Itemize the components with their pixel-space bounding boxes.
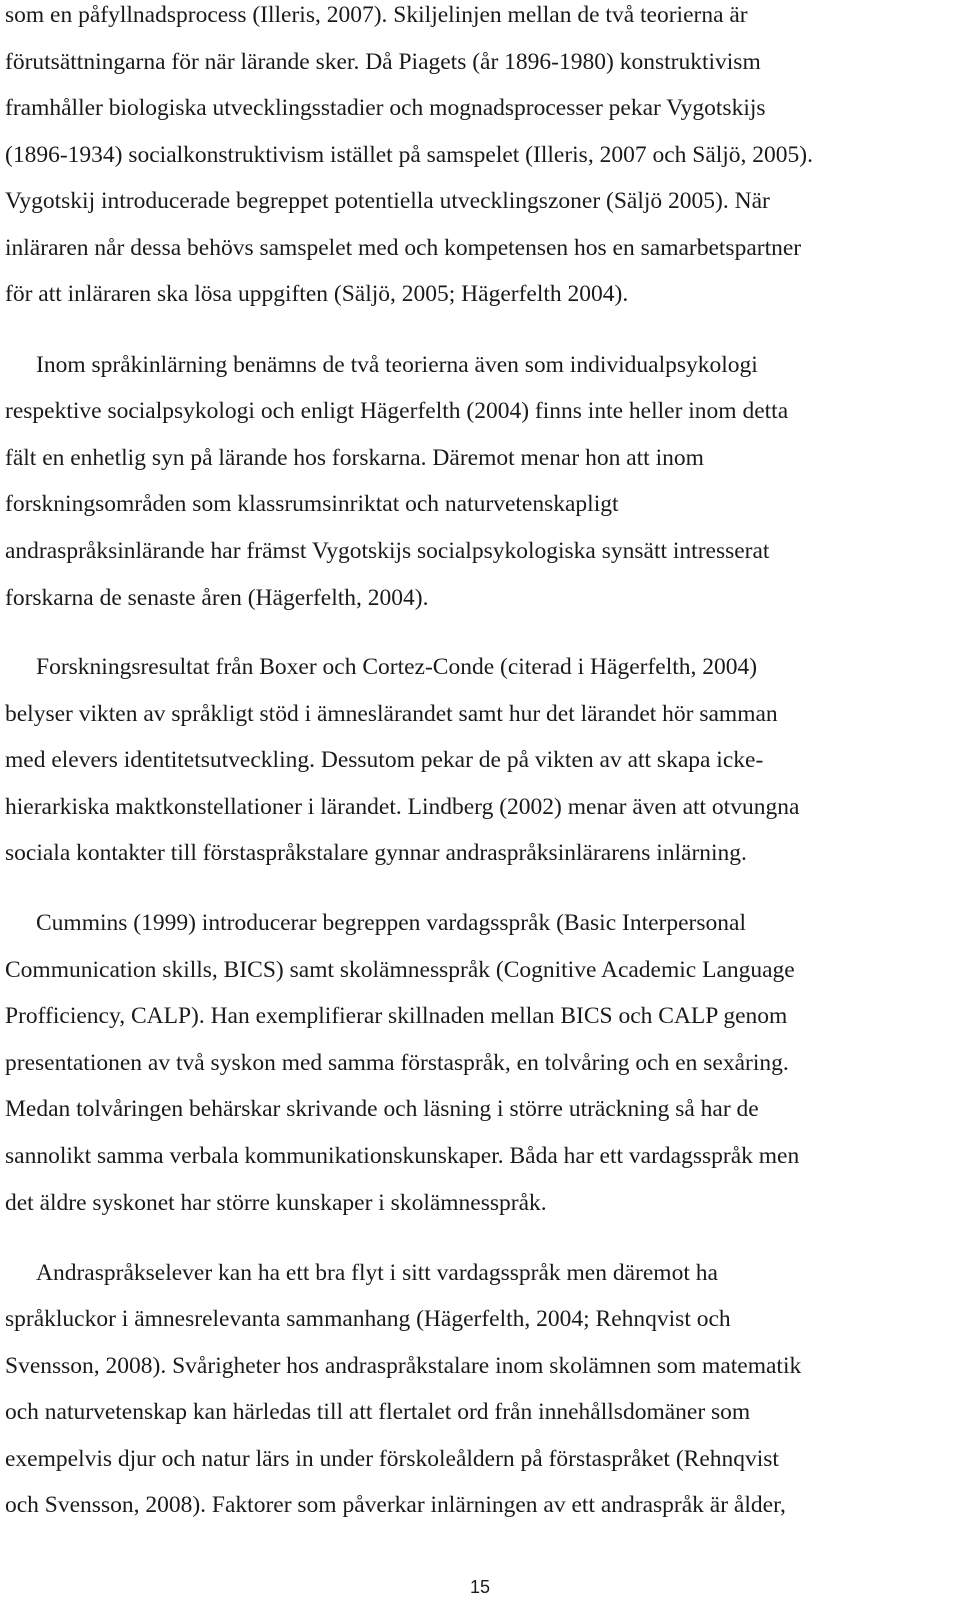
text-line: forskarna de senaste åren (Hägerfelth, 2004). [5, 585, 429, 611]
text-line: sannolikt samma verbala kommunikationskunskaper. Båda har ett vardagsspråk men [5, 1143, 800, 1169]
text-line: framhåller biologiska utvecklingsstadier och mognadsprocesser pekar Vygotskijs [5, 95, 766, 121]
text-line: exempelvis djur och natur lärs in under förskoleåldern på förstaspråket (Rehnqvist [5, 1446, 779, 1472]
text-line: Vygotskij introducerade begreppet potentiella utvecklingszoner (Säljö 2005). När [5, 188, 770, 214]
text-line: och naturvetenskap kan härledas till att flertalet ord från innehållsdomäner som [5, 1399, 751, 1425]
text-line: respektive socialpsykologi och enligt Hägerfelth (2004) finns inte heller inom detta [5, 398, 789, 424]
text-line: för att inläraren ska lösa uppgiften (Säljö, 2005; Hägerfelth 2004). [5, 281, 629, 307]
text-line: det äldre syskonet har större kunskaper i skolämnesspråk. [5, 1190, 547, 1216]
text-line: Medan tolvåringen behärskar skrivande och läsning i större uträckning så har de [5, 1096, 759, 1122]
text-line: hierarkiska maktkonstellationer i lärandet. Lindberg (2002) menar även att otvungna [5, 794, 800, 820]
text-line: med elevers identitetsutveckling. Dessutom pekar de på vikten av att skapa icke- [5, 747, 764, 773]
text-line: andraspråksinlärande har främst Vygotskijs socialpsykologiska synsätt intresserat [5, 538, 770, 564]
text-line: fält en enhetlig syn på lärande hos forskarna. Däremot menar hon att inom [5, 445, 704, 471]
text-line: Inom språkinlärning benämns de två teorierna även som individualpsykologi [36, 352, 758, 378]
text-line: inläraren når dessa behövs samspelet med och kompetensen hos en samarbetspartner [5, 235, 802, 261]
text-line: Andraspråkselever kan ha ett bra flyt i sitt vardagsspråk men däremot ha [36, 1260, 718, 1286]
text-line: presentationen av två syskon med samma förstaspråk, en tolvåring och en sexåring. [5, 1050, 789, 1076]
text-line: belyser vikten av språkligt stöd i ämneslärandet samt hur det lärandet hör samman [5, 701, 778, 727]
text-line: Svensson, 2008). Svårigheter hos andraspråkstalare inom skolämnen som matematik [5, 1353, 802, 1379]
text-line: Cummins (1999) introducerar begreppen vardagsspråk (Basic Interpersonal [36, 910, 746, 936]
page-number: 15 [469, 1577, 491, 1597]
text-line: (1896-1934) socialkonstruktivism istället på samspelet (Illeris, 2007 och Säljö, 2005). [5, 142, 814, 168]
text-line: förutsättningarna för när lärande sker. Då Piagets (år 1896-1980) konstruktivism [5, 49, 761, 75]
text-line: Communication skills, BICS) samt skolämnesspråk (Cognitive Academic Language [5, 957, 795, 983]
text-line: Profficiency, CALP). Han exemplifierar skillnaden mellan BICS och CALP genom [5, 1003, 788, 1029]
text-line: och Svensson, 2008). Faktorer som påverkar inlärningen av ett andraspråk är ålder, [5, 1492, 786, 1518]
text-line: som en påfyllnadsprocess (Illeris, 2007). Skiljelinjen mellan de två teorierna är [5, 2, 748, 28]
text-line: forskningsområden som klassrumsinriktat och naturvetenskapligt [5, 491, 619, 517]
text-line: Forskningsresultat från Boxer och Cortez-Conde (citerad i Hägerfelth, 2004) [36, 654, 758, 680]
text-line: språkluckor i ämnesrelevanta sammanhang (Hägerfelth, 2004; Rehnqvist och [5, 1306, 731, 1332]
text-line: sociala kontakter till förstaspråkstalare gynnar andraspråksinlärarens inlärning. [5, 840, 747, 866]
